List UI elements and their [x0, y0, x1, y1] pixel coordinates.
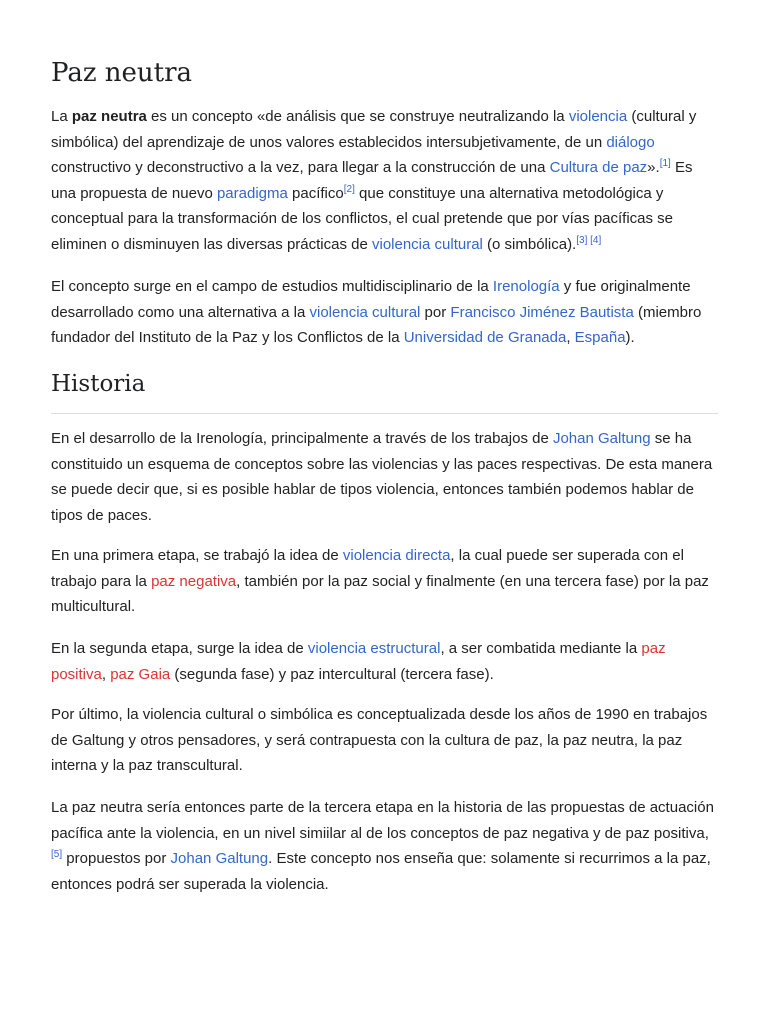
text: , — [566, 329, 575, 346]
historia-paragraph-5 — [51, 795, 718, 897]
reference-5[interactable]: [5] — [51, 849, 63, 860]
text: ). — [625, 329, 635, 346]
text: , la cual puede ser superada con el trabajo para la — [51, 547, 684, 590]
link-irenologia[interactable]: Irenología — [492, 278, 560, 295]
link-paradigma[interactable]: paradigma — [216, 184, 288, 202]
text: , a ser combatida mediante la — [440, 640, 642, 657]
link-francisco-jimenez-bautista[interactable]: Francisco Jiménez Bautista — [450, 303, 634, 321]
text: es un concepto «de análisis que se construye neutralizando la — [146, 108, 569, 125]
link-dialogo[interactable]: diálogo — [606, 133, 655, 151]
text: . Este concepto nos enseña que: solamente si recurrimos a la paz, entonces podrá ser superada la violencia. — [51, 850, 711, 893]
section-heading-historia: Historia — [51, 371, 146, 397]
reference-4[interactable]: [4] — [590, 234, 602, 246]
origin-paragraph — [51, 274, 718, 351]
link-universidad-de-granada[interactable]: Universidad de Granada — [403, 329, 567, 346]
text: constructivo y deconstructivo a la vez, para llegar a la construcción de una — [51, 159, 550, 176]
text: , también por la paz social y finalmente (en una tercera fase) por la paz multicultural. — [51, 572, 709, 615]
page-title: Paz neutra — [51, 58, 193, 88]
text: La — [51, 108, 72, 125]
redlink-paz-positiva[interactable]: paz positiva — [51, 640, 666, 683]
reference-3[interactable]: [3] — [576, 234, 588, 246]
bold-term: paz neutra — [71, 108, 147, 125]
text: , — [101, 665, 111, 683]
text: En una primera etapa, se trabajó la idea de — [51, 547, 343, 564]
link-espana[interactable]: España — [574, 329, 626, 346]
text: (segunda fase) y paz intercultural (tercera fase). — [170, 665, 494, 683]
reference-1[interactable]: [1] — [659, 158, 671, 169]
text: propuestos por — [62, 850, 171, 867]
text: El concepto surge en el campo de estudios multidisciplinario de la — [51, 278, 493, 295]
link-violencia-cultural[interactable]: violencia cultural — [309, 303, 421, 321]
text: En el desarrollo de la Irenología, principalmente a través de los trabajos de — [51, 430, 553, 447]
text: (o simbólica). — [482, 235, 577, 253]
historia-paragraph-1 — [51, 426, 718, 528]
text: La paz neutra sería entonces parte de la tercera etapa en la historia de las propuestas de actuación pacífica ante la violencia, en un nivel simiilar al de los conceptos de paz negativa y de paz positiva, — [51, 799, 714, 842]
text: y fue originalmente desarrollado como una alternativa a la — [51, 278, 691, 321]
link-cultura-de-paz[interactable]: Cultura de paz — [549, 159, 648, 176]
reference-2[interactable]: [2] — [343, 183, 355, 195]
text: ». — [647, 159, 660, 176]
text: En la segunda etapa, surge la idea de — [51, 640, 308, 657]
link-violencia-cultural[interactable]: violencia cultural — [371, 235, 483, 253]
intro-paragraph — [51, 104, 718, 257]
text: pacífico — [287, 184, 344, 202]
link-johan-galtung[interactable]: Johan Galtung — [552, 430, 651, 447]
text: por — [420, 303, 451, 321]
text: Es una propuesta de nuevo — [51, 159, 693, 202]
text: (cultural y simbólica) del aprendizaje de unos valores establecidos intersubjetivamente, de un — [51, 108, 697, 151]
heading-divider — [51, 413, 718, 414]
link-violencia-directa[interactable]: violencia directa — [342, 547, 451, 564]
link-violencia-estructural[interactable]: violencia estructural — [307, 640, 441, 657]
redlink-paz-gaia[interactable]: paz Gaia — [110, 665, 171, 683]
link-violencia[interactable]: violencia — [568, 108, 628, 125]
text: se ha constituido un esquema de conceptos sobre las violencias y las paces respectivas. De esta manera se puede decir que, si es posible hablar de tipos violencia, entonces también podemos hablar de tipos de paces. — [51, 430, 713, 524]
historia-paragraph-3 — [51, 636, 718, 687]
historia-paragraph-4: Por último, la violencia cultural o simbólica es conceptualizada desde los años de 1990 en trabajos de Galtung y otros pensadores, y será contrapuesta con la cultura de paz, la paz neutra, la paz interna y la paz transcultural. — [51, 706, 708, 774]
redlink-paz-negativa[interactable]: paz negativa — [151, 572, 237, 590]
historia-paragraph-2 — [51, 543, 718, 620]
text: que constituye una alternativa metodológica y conceptual para la transformación de los conflictos, el cual pretende que por vías pacíficas se eliminen o disminuyen las diversas prácticas de — [51, 184, 674, 253]
text: (miembro fundador del Instituto de la Paz y los Conflictos de la — [51, 303, 702, 346]
link-johan-galtung[interactable]: Johan Galtung — [170, 850, 269, 867]
